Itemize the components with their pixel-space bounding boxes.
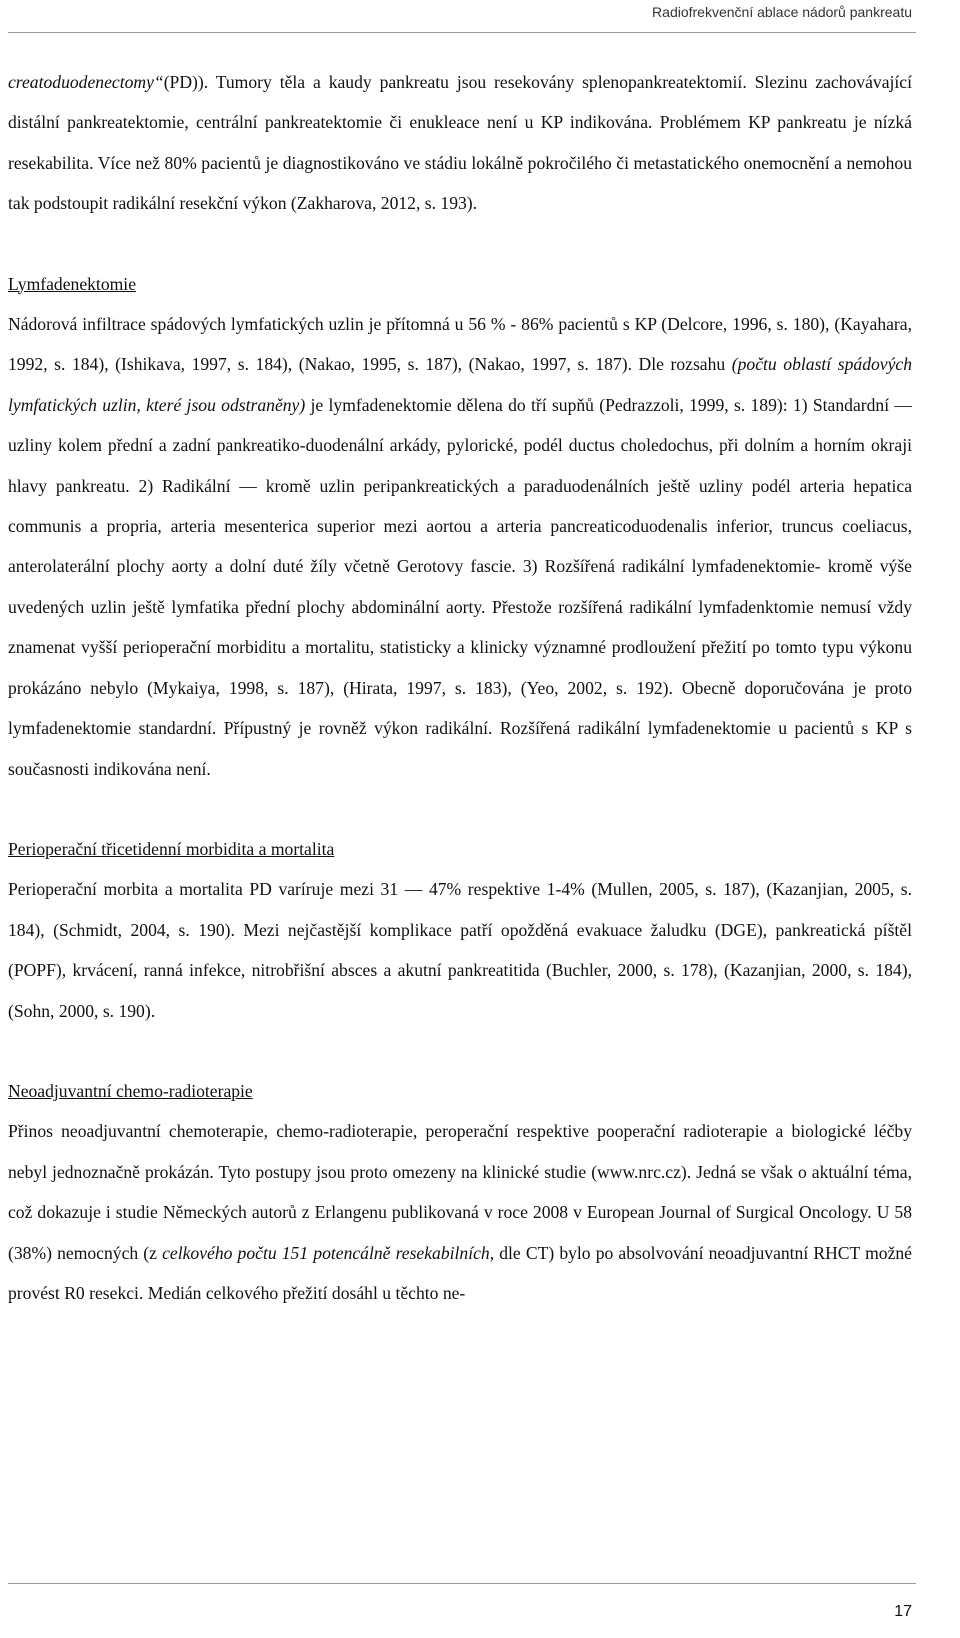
section-paragraph <box>8 304 912 789</box>
text-span: Přinos neoadjuvantní chemoterapie, chemo-radioterapie, peroperační respektive pooperační radioterapie a biologické léčby nebyl jednoznačně prokázán. Tyto postupy jsou proto omezeny na klinické studie (www.nrc.cz). Jedná se však o aktuální téma, což dokazuje i studie Německých autorů z Erlangenu publikovaná v roce 2008 v European Journal of Surgical Oncology. U 58 (38%) nemocných (z <box>8 1121 912 1263</box>
running-header-title: Radiofrekvenční ablace nádorů pankreatu <box>652 4 912 20</box>
text-span: Nádorová infiltrace spádových lymfatických uzlin je přítomná u 56 % - 86% pacientů s KP (Delcore, 1996, s. 180), (Kayahara, 1992, s. 184), (Ishikava, 1997, s. 184), (Nakao, 1995, s. 187), (Nakao, 1997, s. 187). Dle rozsahu <box>8 314 912 375</box>
document-body <box>8 62 912 1313</box>
section-neoadjuvantni <box>8 1071 912 1313</box>
section-intro <box>8 62 912 224</box>
text-span: (PD)). Tumory těla a kaudy pankreatu jsou resekovány splenopankreatektomií. Slezinu zachovávající distální pankreatektomie, centrální pankreatektomie či enukleace není u KP indikována. Problémem KP pankreatu je nízká resekabilita. Více než 80% pacientů je diagnostikováno ve stádiu lokálně pokročilého či metastatického onemocnění a nemohou tak podstoupit radikální resekční výkon (Zakharova, 2012, s. 193). <box>8 72 912 214</box>
section-morbidita <box>8 829 912 1031</box>
text-span: celkového počtu 151 potencálně resekabilních <box>162 1242 490 1263</box>
section-paragraph <box>8 1111 912 1313</box>
section-heading: Neoadjuvantní chemo-radioterapie <box>8 1080 253 1101</box>
section-lymfadenektomie <box>8 264 912 789</box>
text-span: Perioperační morbita a mortalita PD varíruje mezi 31 — 47% respektive 1-4% (Mullen, 2005, s. 187), (Kazanjian, 2005, s. 184), (Schmidt, 2004, s. 190). Mezi nejčastější komplikace patří opožděná evakuace žaludku (DGE), pankreatická píštěl (POPF), krvácení, ranná infekce, nitrobřišní absces a akutní pankreatitida (Buchler, 2000, s. 178), (Kazanjian, 2000, s. 184), (Sohn, 2000, s. 190). <box>8 879 912 1021</box>
page-number: 17 <box>894 1603 912 1620</box>
text-span: creatoduodenectomy“ <box>8 72 164 92</box>
section-heading: Perioperační třicetidenní morbidita a mortalita <box>8 838 335 859</box>
footer-divider <box>8 1583 916 1584</box>
text-span: (počtu oblastí spádových lymfatických uzlin, které jsou odstraněny) <box>8 354 913 415</box>
header-divider <box>8 32 916 33</box>
intro-paragraph <box>8 62 912 224</box>
text-span: , dle CT) bylo po absolvování neoadjuvantní RHCT možné provést R0 resekci. Medián celkového přežití dosáhl u těchto ne- <box>8 1242 912 1303</box>
section-heading: Lymfadenektomie <box>8 273 137 294</box>
section-paragraph <box>8 869 912 1031</box>
page-header <box>0 0 960 30</box>
text-span: je lymfadenektomie dělena do tří supňů (Pedrazzoli, 1999, s. 189): 1) Standardní — uzliny kolem přední a zadní pankreatiko-duodenální arkády, pylorické, podél ductus choledochus, při dolním a horním okraji hlavy pankreatu. 2) Radikální — kromě uzlin peripankreatických a paraduodenálních ještě uzliny podél arteria hepatica communis a propria, arteria mesenterica superior mezi aortou a arteria pancreaticoduodenalis inferior, truncus coeliacus, anterolaterální plochy aorty a dolní duté žíly včetně Gerotovy fascie. 3) Rozšířená radikální lymfadenektomie- kromě výše uvedených uzlin ještě lymfatika přední plochy abdominální aorty. Přestože rozšířená radikální lymfadenktomie nemusí vždy znamenat vyšší perioperační morbiditu a mortalitu, statisticky a klinicky významné prodloužení přežití po tomto typu výkonu prokázáno nebylo (Mykaiya, 1998, s. 187), (Hirata, 1997, s. 183), (Yeo, 2002, s. 192). Obecně doporučována je proto lymfadenektomie standardní. Přípustný je rovněž výkon radikální. Rozšířená radikální lymfadenektomie u pacientů s KP s současnosti indikována není. <box>8 394 912 779</box>
